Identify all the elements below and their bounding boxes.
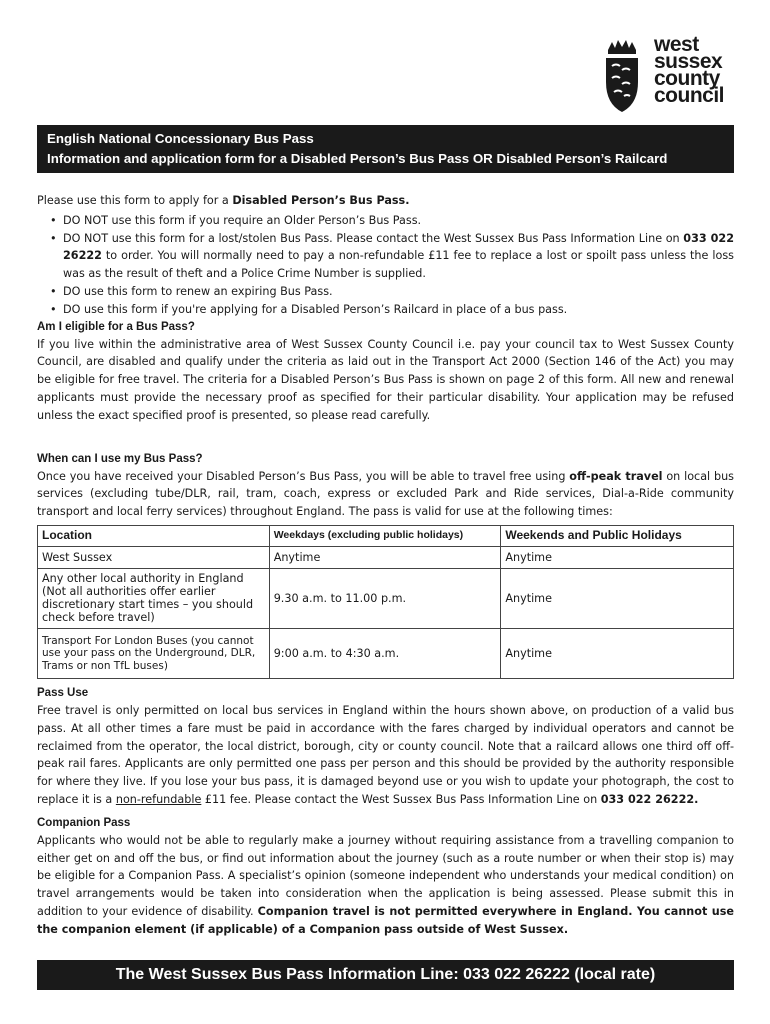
companion-paragraph [37,832,734,939]
logo-word-2: sussex [654,50,723,73]
when-text: on local bus services (excluding tube/DLR, rail, tram, coach, express or excluded Park and Ride services, Dial-a-Ride community transport and local ferry services) throughout England. The pass is valid for use at the following times: [37,469,734,519]
companion-heading: Companion Pass [37,816,131,829]
bullet-item: • DO use this form to renew an expiring Bus Pass. [37,283,734,301]
title-line-2: Information and application form for a Disabled Person’s Bus Pass OR Disabled Person’s Railcard [47,151,668,166]
intro-paragraph [37,192,734,210]
bullet-item [37,230,734,283]
table-cell: Anytime [501,568,734,628]
table-header: Weekdays (excluding public holidays) [269,525,501,546]
table-header: Location [38,525,270,546]
table-cell: Anytime [269,546,501,568]
council-logo [604,33,744,116]
companion-bold: Companion travel is not permitted everywhere in England. You cannot use the companion element (if applicable) of a Companion pass outside of West Sussex. [37,904,734,936]
non-refundable-text: non-refundable [115,792,202,806]
logo-word-4: council [654,84,725,107]
intro-text: Please use this form to apply for a [37,194,233,207]
when-paragraph [37,468,734,521]
crest-icon [604,38,640,114]
bullet-text: to order. You will normally need to pay a non-refundable £11 fee to replace a lost or spoilt pass unless the loss was as the result of theft and a Police Crime Number is supplied. [63,249,734,281]
travel-times-table [37,525,734,679]
passuse-text: £11 fee. Please contact the West Sussex Bus Pass Information Line on [201,792,601,806]
bullet-text: DO NOT use this form for a lost/stolen Bus Pass. Please contact the West Sussex Bus Pass Information Line on [63,231,684,245]
logo-word-3: county [654,67,720,90]
table-cell: Anytime [501,628,734,678]
table-cell: Anytime [501,546,734,568]
bullet-item: • DO NOT use this form if you require an Older Person’s Bus Pass. [37,212,734,230]
title-banner [37,125,734,173]
table-header: Weekends and Public Holidays [501,525,734,546]
intro-bold: Disabled Person’s Bus Pass. [232,194,410,207]
eligible-paragraph: If you live within the administrative area of West Sussex County Council i.e. pay your council tax to West Sussex County Council, are disabled and qualify under the criteria as laid out in the Transport Act 2000 (Section 146 of the Act) you may be eligible for free travel. The criteria for a Disabled Person’s Bus Pass is shown on page 2 of this form. All new and renewal applicants must provide the necessary proof as specified for their particular disability. Your application may be refused unless the exact specified proof is presented, so please read carefully. [37,337,734,422]
table-header-row [38,525,734,546]
table-cell: Transport For London Buses (you cannot use your pass on the Underground, DLR, Trams or non TfL buses) [38,628,270,678]
passuse-text: Free travel is only permitted on local bus services in England within the hours shown above, on production of a valid bus pass. At all other times a fare must be paid in accordance with the fares charged by individual operators and cannot be reclaimed from the operator, the local district, borough, city or county council. Note that a railcard allows one third off off-peak rail fares. Applicants are only permitted one pass per person and this should be provided by the authority responsible for where they live. If you lose your bus pass, it is damaged beyond use or you wish to update your photograph, the cost to replace it is a [37,703,734,806]
when-heading: When can I use my Bus Pass? [37,452,203,465]
eligible-heading: Am I eligible for a Bus Pass? [37,320,195,333]
table-cell: 9:00 a.m. to 4:30 a.m. [269,628,501,678]
table-row [38,568,734,628]
table-row [38,546,734,568]
passuse-paragraph [37,702,734,809]
logo-word-1: west [654,33,699,56]
table-cell: 9.30 a.m. to 11.00 p.m. [269,568,501,628]
when-bold: off-peak travel [569,469,663,483]
table-cell: Any other local authority in England (Not all authorities offer earlier discretionary start times – you should check before travel) [38,568,270,628]
title-line-1: English National Concessionary Bus Pass [47,131,314,146]
passuse-heading: Pass Use [37,686,89,699]
phone-number: 033 022 26222 [63,231,734,263]
form-content [37,192,734,939]
table-row [38,628,734,678]
instruction-list [37,212,734,319]
phone-number: 033 022 26222. [600,792,699,806]
bullet-item: • DO use this form if you're applying for a Disabled Person’s Railcard in place of a bus pass. [37,301,734,319]
table-cell: West Sussex [38,546,270,568]
when-text: Once you have received your Disabled Person’s Bus Pass, you will be able to travel free using [37,469,570,483]
info-line-banner: The West Sussex Bus Pass Information Line: 033 022 26222 (local rate) [37,960,734,990]
companion-text: Applicants who would not be able to regularly make a journey without requiring assistance from a travelling companion to either get on and off the bus, or find out information about the journey (such as a route number or when their stop is) may be eligible for a Companion Pass. A specialist’s opinion (someone independent who understands your medical condition) on travel arrangements would be taken into consideration when the application is being assessed. Please submit this in addition to your evidence of disability. [37,833,734,918]
